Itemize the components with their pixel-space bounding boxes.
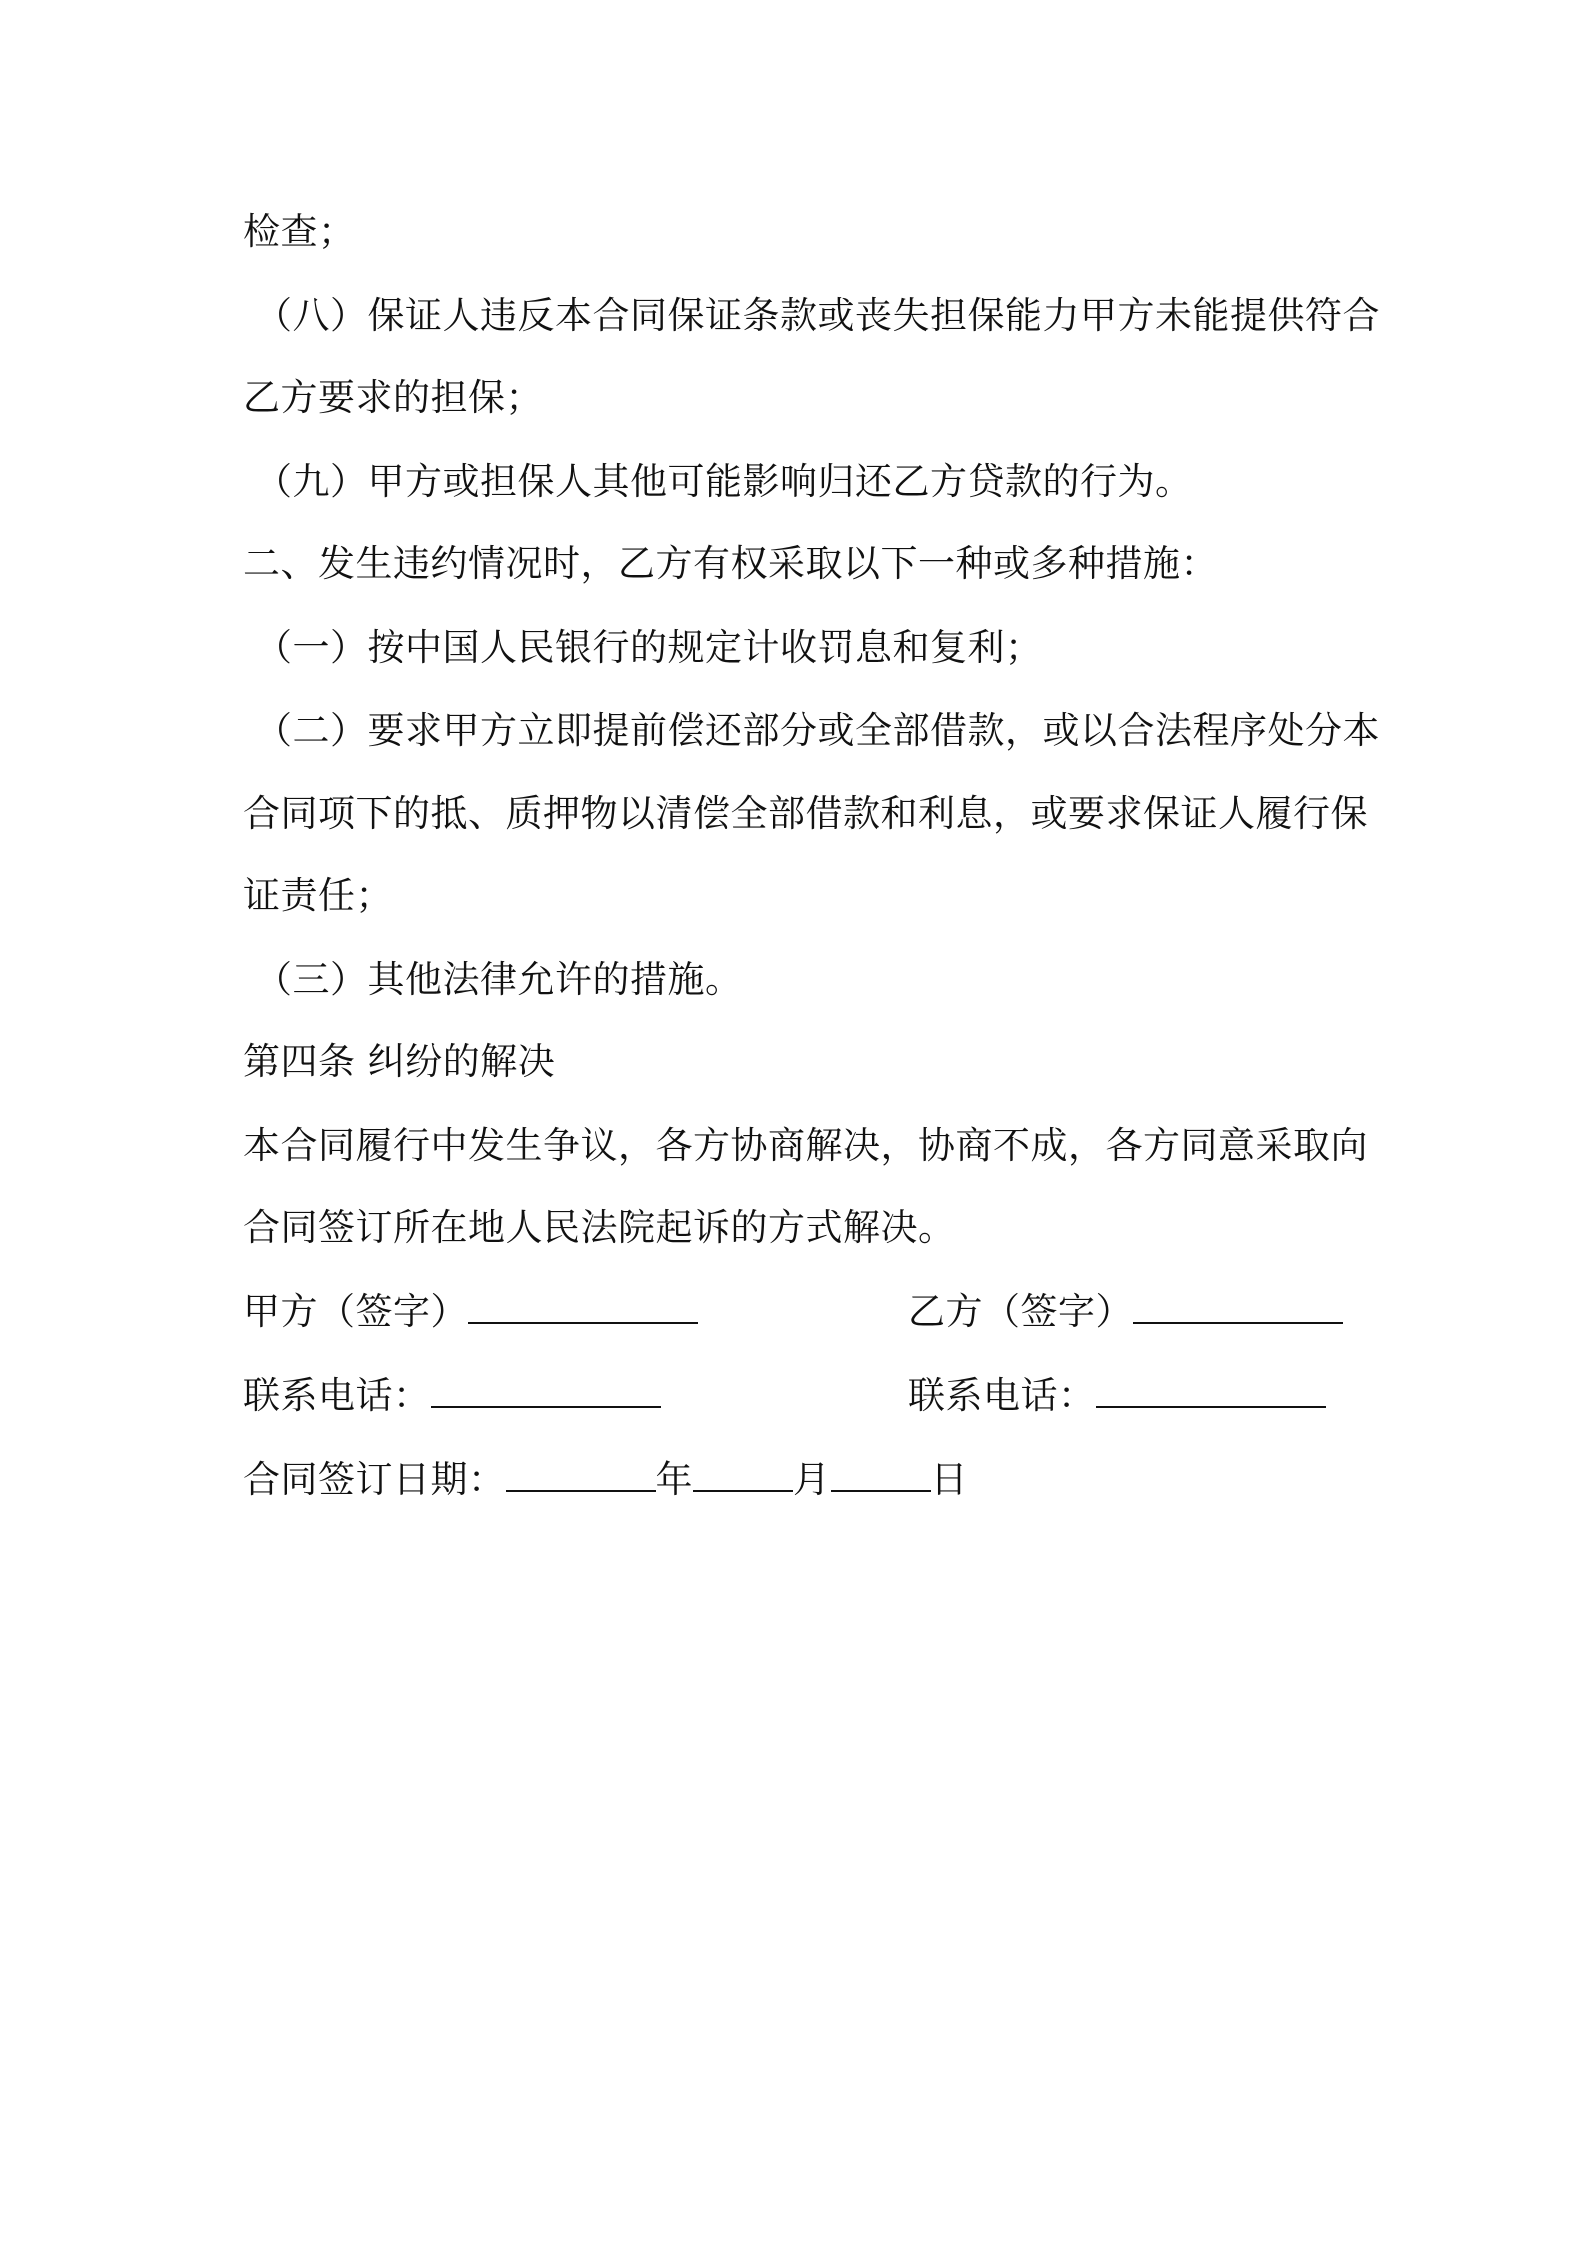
measure-2-end: 证责任；: [243, 874, 393, 917]
party-b-signature: [908, 1288, 1343, 1336]
contract-date-label: 合同签订日期：: [243, 1458, 506, 1501]
phone-row: [243, 1372, 1096, 1420]
day-label: 日: [930, 1458, 968, 1501]
day-field[interactable]: [831, 1456, 931, 1492]
measure-1: （一）按中国人民银行的规定计收罚息和复利；: [255, 626, 1043, 669]
clause-9: （九）甲方或担保人其他可能影响归还乙方贷款的行为。: [255, 460, 1193, 503]
signature-row: [243, 1288, 1133, 1336]
year-label: 年: [655, 1458, 693, 1501]
section-2-heading: 二、发生违约情况时，乙方有权采取以下一种或多种措施：: [243, 542, 1218, 585]
measure-3: （三）其他法律允许的措施。: [255, 958, 743, 1001]
text-line-1: 检查；: [243, 210, 356, 253]
party-b-signature-field[interactable]: [1133, 1288, 1343, 1324]
dispute-paragraph: 本合同履行中发生争议，各方协商解决，协商不成，各方同意采取向: [243, 1124, 1368, 1167]
party-a-phone-label: 联系电话：: [243, 1374, 431, 1417]
month-field[interactable]: [693, 1456, 793, 1492]
party-b-phone: [908, 1372, 1326, 1420]
measure-2-continued: 合同项下的抵、质押物以清偿全部借款和利息，或要求保证人履行保: [243, 792, 1368, 835]
clause-8: （八）保证人违反本合同保证条款或丧失担保能力甲方未能提供符合: [255, 294, 1380, 337]
month-label: 月: [793, 1458, 831, 1501]
party-a-signature-label: 甲方（签字）: [243, 1290, 468, 1333]
year-field[interactable]: [506, 1456, 656, 1492]
date-row: [243, 1456, 968, 1504]
party-a-phone-field[interactable]: [431, 1372, 661, 1408]
party-b-phone-label: 联系电话：: [908, 1374, 1096, 1417]
measure-2: （二）要求甲方立即提前偿还部分或全部借款，或以合法程序处分本: [255, 709, 1380, 752]
party-a-signature-field[interactable]: [468, 1288, 698, 1324]
dispute-paragraph-continued: 合同签订所在地人民法院起诉的方式解决。: [243, 1206, 956, 1249]
clause-8-continued: 乙方要求的担保；: [243, 376, 543, 419]
party-b-signature-label: 乙方（签字）: [908, 1290, 1133, 1333]
article-4-title: 第四条 纠纷的解决: [243, 1040, 556, 1083]
party-b-phone-field[interactable]: [1096, 1372, 1326, 1408]
